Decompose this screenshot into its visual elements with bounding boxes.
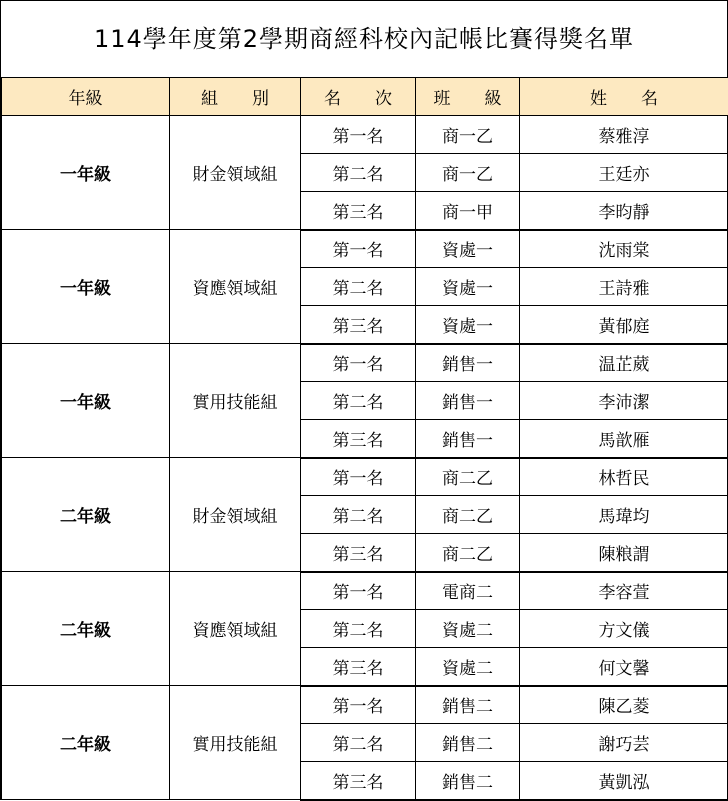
name-cell: 黃凱泓 xyxy=(520,762,728,800)
table-header xyxy=(2,78,728,116)
name-cell: 黃郁庭 xyxy=(520,306,728,344)
class-cell: 資處一 xyxy=(416,268,520,306)
name-cell: 謝巧芸 xyxy=(520,724,728,762)
rank-cell: 第三名 xyxy=(301,192,416,230)
division-cell: 資應領域組 xyxy=(170,572,301,686)
class-cell: 資處二 xyxy=(416,610,520,648)
grade-cell: 一年級 xyxy=(2,116,170,230)
class-cell: 資處一 xyxy=(416,230,520,268)
name-cell: 林哲民 xyxy=(520,458,728,496)
page-title: 114學年度第2學期商經科校內記帳比賽得獎名單 xyxy=(1,1,727,77)
rank-cell: 第三名 xyxy=(301,648,416,686)
rank-cell: 第一名 xyxy=(301,116,416,154)
header-grade: 年級 xyxy=(2,78,170,116)
rank-cell: 第二名 xyxy=(301,382,416,420)
table-body xyxy=(2,116,728,800)
award-table xyxy=(1,77,728,801)
grade-cell: 一年級 xyxy=(2,344,170,458)
class-cell: 資處二 xyxy=(416,648,520,686)
header-class: 班 級 xyxy=(416,78,520,116)
rank-cell: 第二名 xyxy=(301,724,416,762)
name-cell: 陳粮謂 xyxy=(520,534,728,572)
name-cell: 馬歆雁 xyxy=(520,420,728,458)
class-cell: 銷售二 xyxy=(416,724,520,762)
header-rank: 名 次 xyxy=(301,78,416,116)
grade-cell: 二年級 xyxy=(2,572,170,686)
class-cell: 銷售一 xyxy=(416,382,520,420)
rank-cell: 第二名 xyxy=(301,610,416,648)
division-cell: 財金領域組 xyxy=(170,116,301,230)
class-cell: 銷售一 xyxy=(416,344,520,382)
name-cell: 王廷亦 xyxy=(520,154,728,192)
name-cell: 方文儀 xyxy=(520,610,728,648)
rank-cell: 第三名 xyxy=(301,762,416,800)
name-cell: 沈雨棠 xyxy=(520,230,728,268)
name-cell: 李沛潔 xyxy=(520,382,728,420)
name-cell: 何文馨 xyxy=(520,648,728,686)
table-row xyxy=(2,344,728,382)
division-cell: 實用技能組 xyxy=(170,686,301,800)
class-cell: 商二乙 xyxy=(416,458,520,496)
division-cell: 實用技能組 xyxy=(170,344,301,458)
table-row xyxy=(2,686,728,724)
class-cell: 電商二 xyxy=(416,572,520,610)
grade-cell: 二年級 xyxy=(2,458,170,572)
rank-cell: 第一名 xyxy=(301,458,416,496)
rank-cell: 第一名 xyxy=(301,344,416,382)
name-cell: 陳乙菱 xyxy=(520,686,728,724)
header-name: 姓 名 xyxy=(520,78,728,116)
rank-cell: 第二名 xyxy=(301,154,416,192)
name-cell: 馬瑋均 xyxy=(520,496,728,534)
table-row xyxy=(2,230,728,268)
grade-cell: 二年級 xyxy=(2,686,170,800)
class-cell: 商一乙 xyxy=(416,116,520,154)
class-cell: 銷售一 xyxy=(416,420,520,458)
name-cell: 李容萱 xyxy=(520,572,728,610)
rank-cell: 第一名 xyxy=(301,572,416,610)
division-cell: 財金領域組 xyxy=(170,458,301,572)
rank-cell: 第二名 xyxy=(301,268,416,306)
class-cell: 商二乙 xyxy=(416,534,520,572)
rank-cell: 第二名 xyxy=(301,496,416,534)
class-cell: 銷售二 xyxy=(416,762,520,800)
class-cell: 商一甲 xyxy=(416,192,520,230)
class-cell: 商二乙 xyxy=(416,496,520,534)
table-row xyxy=(2,458,728,496)
class-cell: 資處一 xyxy=(416,306,520,344)
class-cell: 銷售二 xyxy=(416,686,520,724)
header-division: 組 別 xyxy=(170,78,301,116)
rank-cell: 第三名 xyxy=(301,306,416,344)
rank-cell: 第三名 xyxy=(301,420,416,458)
name-cell: 王詩雅 xyxy=(520,268,728,306)
rank-cell: 第三名 xyxy=(301,534,416,572)
name-cell: 温芷葳 xyxy=(520,344,728,382)
name-cell: 李昀靜 xyxy=(520,192,728,230)
class-cell: 商一乙 xyxy=(416,154,520,192)
grade-cell: 一年級 xyxy=(2,230,170,344)
table-row xyxy=(2,116,728,154)
division-cell: 資應領域組 xyxy=(170,230,301,344)
rank-cell: 第一名 xyxy=(301,686,416,724)
table-row xyxy=(2,572,728,610)
rank-cell: 第一名 xyxy=(301,230,416,268)
name-cell: 蔡雅淳 xyxy=(520,116,728,154)
